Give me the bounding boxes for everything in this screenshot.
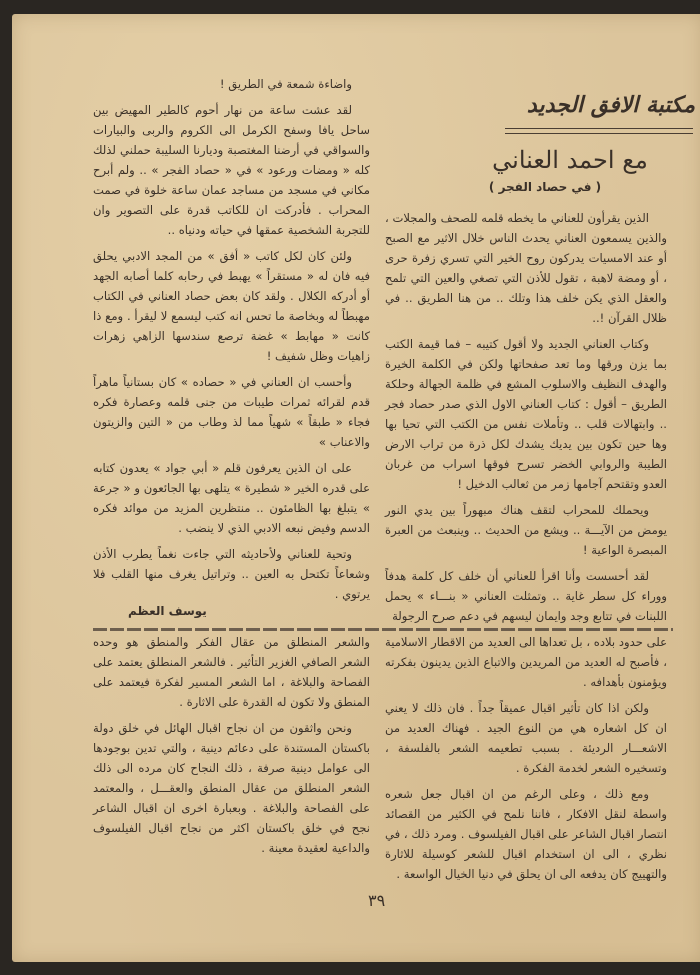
page-number: ٣٩ <box>368 891 386 910</box>
dashed-section-divider <box>93 628 673 631</box>
paragraph: واضاءة شمعة في الطريق ! <box>219 77 352 91</box>
paragraph: وكتاب العناني الجديد ولا أقول كتيبه – فما قيمة الكتب بما يزن ورقها وما تعد صفحاتها ولكن في الكلمة الخيرة والهدف النظيف والاسلوب المشع في ظلمة الجهالة وحلكة الطريق – أقول : كتاب العناني الاول الذي صدر حصاد فجر .. وابتهالات قلب .. وتأملات نفس من الكتب التي تحيا بها وها حين تكون بين يديك يشدك لكل ذرة من تراب الارض الطيبة والروابي الخضر تسرح فوقها اسراب من غربان العدو وتقتحم آجامها زمر من ثعالب الدخيل ! <box>385 337 667 491</box>
paragraph: لقد أحسست وأنا اقرأ للعناني أن خلف كل كلمة هدفاً ووراء كل سطر غاية .. وتمثلت العناني « بنـــاء » يحمل اللبنات في تتابع وجد وايمان ليسهم في دعم صرح الرجولة <box>385 569 667 623</box>
column-left-top <box>93 74 370 610</box>
paragraph: وأحسب ان العناني في « حصاده » كان بستانياً ماهراً قدم لقرائه ثمرات طيبات من جنى قلمه وعصارة فكره فجاء « طبقاً » شهياً مما لذ وطاب من « التين والزيتون والاعناب » <box>93 375 370 449</box>
paragraph: ويحملك للمحراب لتقف هناك مبهوراً بين يدي النور يومض من الآيـــة .. ويشع من الحديث .. وينبعث من العبرة المبصرة الواعية ! <box>385 503 667 557</box>
paragraph: والشعر المنطلق من عقال الفكر والمنطق هو وحده الشعر الصافي الغزير التأثير . فالشعر المنطلق يعتمد على الفصاحة والبلاغة ، اما الشعر المسير لفكرة فيعتمد على المنطق ولا تكون له القدرة على الاثارة . <box>93 635 370 709</box>
paragraph: ومع ذلك ، وعلى الرغم من ان اقبال جعل شعره واسطة لنقل الافكار ، فاننا نلمح في الكثير من القصائد انتصار اقبال الشاعر على اقبال الفيلسوف . ومرد ذلك ، في نظري ، الى ان استخدام اقبال للشعر كوسيلة للاثارة والتهييج كان يدفعه الى ان يحلق في دنيا الخيال الواسعة . <box>385 787 667 881</box>
article-subtitle: ( في حصاد الفجر ) <box>488 180 602 194</box>
masthead-double-rule <box>505 128 693 134</box>
article-title: مع احمد العناني <box>492 146 648 174</box>
paragraph: ولئن كان لكل كاتب « أفق » من المجد الادبي يحلق فيه فان له « مستقراً » يهبط في رحابه كلما أصابه الجهد أو أدركه الكلال . ولقد كان بعض حصاد العناني في الكتاب مهبطاً له وبخاصة ما تحس انه كتب ليسمع لا ليقرأ . ومع ذا كانت « مهابط » غضة ترصع سندسها الزاهي زهرات زاهيات وظل شفيف ! <box>93 249 370 363</box>
section-masthead: مكتبة الافق الجديد <box>526 92 695 118</box>
paragraph: على حدود بلاده ، بل تعداها الى العديد من الاقطار الاسلامية ، فأصبح له العديد من المريدين والاتباع الذين يدينون بفكرته ويؤمنون بأهدافه . <box>385 635 667 689</box>
column-right-top <box>385 208 667 632</box>
paragraph: ولكن اذا كان تأثير اقبال عميقاً جداً . فان ذلك لا يعني ان كل اشعاره هي من النوع الجيد . فهناك العديد من الاشعـــار الرديئة . بسبب تطعيمه الشعر بالفلسفة ، وتسخيره الشعر لخدمة الفكرة . <box>385 701 667 775</box>
paragraph: على ان الذين يعرفون قلم « أبي جواد » يعدون كتابه على قدره الخير « شطيرة » يتلهى بها الجائعون و « جرعة » يتبلغ بها الظامئون .. منتظرين المزيد من موائد فكره الدسم وفيض نبعه الادبي الذي لا ينضب . <box>93 461 370 535</box>
paragraph: الذين يقرأون للعناني ما يخطه قلمه للصحف والمجلات ، والذين يسمعون العناني يحدث الناس خلال الاثير مع الصبح أو عند الامسيات يدركون روح الخير التي تسري زفرة حرى ، أو ومضة لاهبة ، تقول للأذن التي تصغي والعين التي تلمح والعقل الذي يكن خلف هذا وتلك .. من هنا الطريق .. في ظلال القرآن !.. <box>385 211 667 325</box>
paragraph: ونحن واثقون من ان نجاح اقبال الهائل في خلق دولة باكستان المستندة على دعائم دينية ، والتي تدين بوجودها الى عوامل دينية صرفة ، ذلك النجاح كان مرده الى ذلك الشعر المنطلق من عقال المنطق والعقـــل ، والمعتمد على الفصاحة والبلاغة . وبعبارة اخرى ان اقبال الشاعر نجح في خلق باكستان اكثر من نجاح اقبال الفيلسوف والداعية لعقيدة معينة . <box>93 721 370 855</box>
paragraph: لقد عشت ساعة من نهار أحوم كالطير المهيض بين ساحل يافا وسفح الكرمل الى الكروم والربى والبيارات والسواقي في أرضنا المغتصبة وديارنا السليبة حملني لذلك كله « ومضات ورعود » في « حصاد الفجر » .. ولم أبرح مكاني في مسجد من مساجد عمان ساعة خلوة في صمت المحراب . فأدركت ان للكاتب قدرة على التصوير وان للتجربة الشخصية عمقها في حياته ودنياه .. <box>93 103 370 237</box>
column-left-bottom <box>93 632 370 864</box>
column-right-bottom <box>385 632 667 890</box>
author-signature: يوسف العظم <box>128 604 207 618</box>
paragraph: وتحية للعناني ولأحاديثه التي جاءت نغماً يطرب الأذن وشعاعاً تكتحل به العين .. وتراتيل يغرف منها القلب فلا يرتوي . <box>93 547 370 601</box>
